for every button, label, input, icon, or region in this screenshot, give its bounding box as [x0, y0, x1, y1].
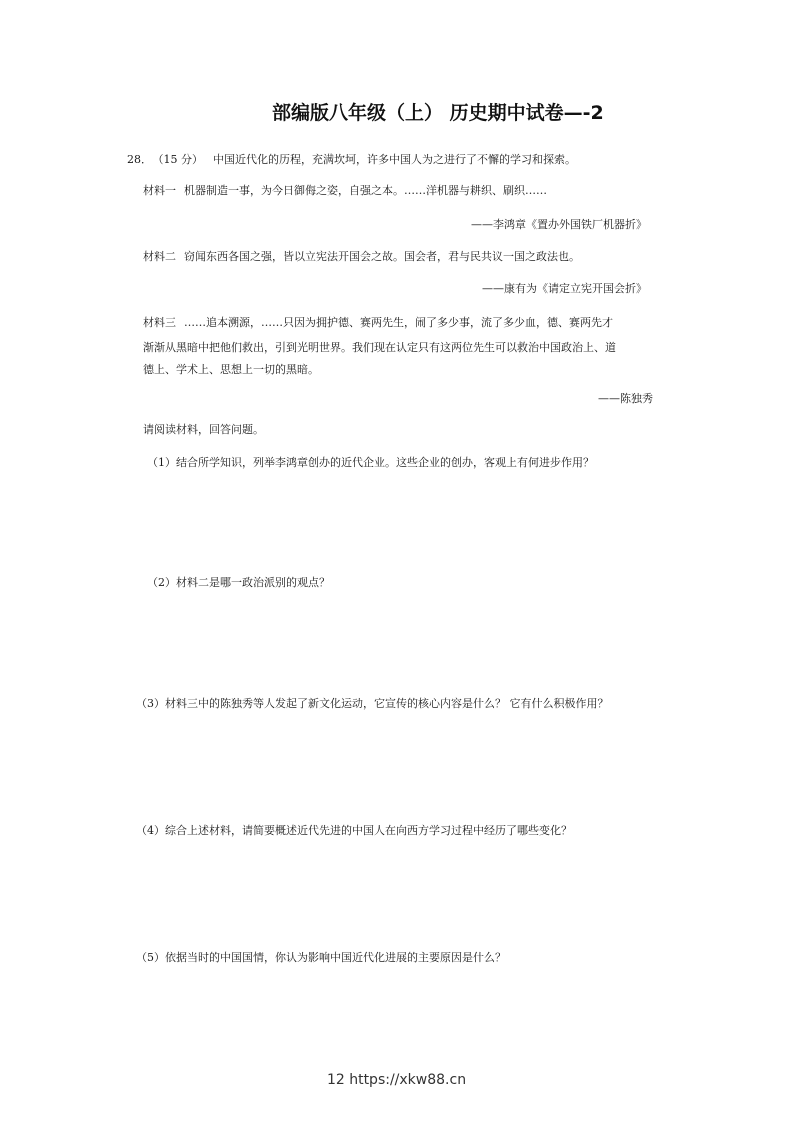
material-text: 机器制造一事，为今日御侮之姿，自强之本。……洋机器与耕织、刷织……	[184, 184, 547, 197]
page-footer: 12 https://xkw88.cn	[326, 1072, 467, 1088]
material-2	[143, 248, 580, 264]
material-text: ……追本溯源，……只因为拥护德、赛两先生，闹了多少事，流了多少血，德、赛两先才	[184, 316, 613, 329]
sub-question-5: （5）依据当时的中国国情，你认为影响中国近代化进展的主要原因是什么？	[136, 951, 506, 964]
sub-question-3: （3）材料三中的陈独秀等人发起了新文化运动，它宣传的核心内容是什么？ 它有什么积极作用？	[136, 697, 609, 710]
material-text: 窃闻东西各国之强，皆以立宪法开国会之故。国会者，君与民共议一国之政法也。	[184, 250, 580, 263]
material-source: ——康有为《请定立宪开国会折》	[482, 282, 647, 295]
material-text: 德上、学术上、思想上一切的黑暗。	[143, 363, 319, 376]
sub-question-2: （2）材料二是哪一政治派别的观点？	[147, 576, 330, 589]
question-header	[127, 151, 576, 167]
instruction: 请阅读材料，回答问题。	[143, 423, 264, 436]
material-source: ——陈独秀	[598, 392, 653, 405]
material-3	[143, 314, 613, 330]
question-stem: 中国近代化的历程，充满坎坷，许多中国人为之进行了不懈的学习和探索。	[213, 153, 576, 166]
page-title: 部编版八年级（上） 历史期中试卷—-2	[272, 102, 604, 124]
question-number: 28．	[127, 153, 152, 166]
sub-question-1: （1）结合所学知识，列举李鸿章创办的近代企业。这些企业的创办，客观上有何进步作用？	[147, 456, 594, 469]
material-text: 渐渐从黑暗中把他们救出，引到光明世界。我们现在认定只有这两位先生可以救治中国政治上、道	[143, 341, 616, 354]
question-score: （15 分）	[158, 153, 203, 166]
material-label: 材料二	[143, 250, 176, 263]
material-label: 材料三	[143, 316, 176, 329]
material-source: ——李鸿章《置办外国铁厂机器折》	[471, 218, 647, 231]
material-label: 材料一	[143, 184, 176, 197]
material-1	[143, 182, 547, 198]
sub-question-4: （4）综合上述材料，请简要概述近代先进的中国人在向西方学习过程中经历了哪些变化？	[136, 824, 572, 837]
